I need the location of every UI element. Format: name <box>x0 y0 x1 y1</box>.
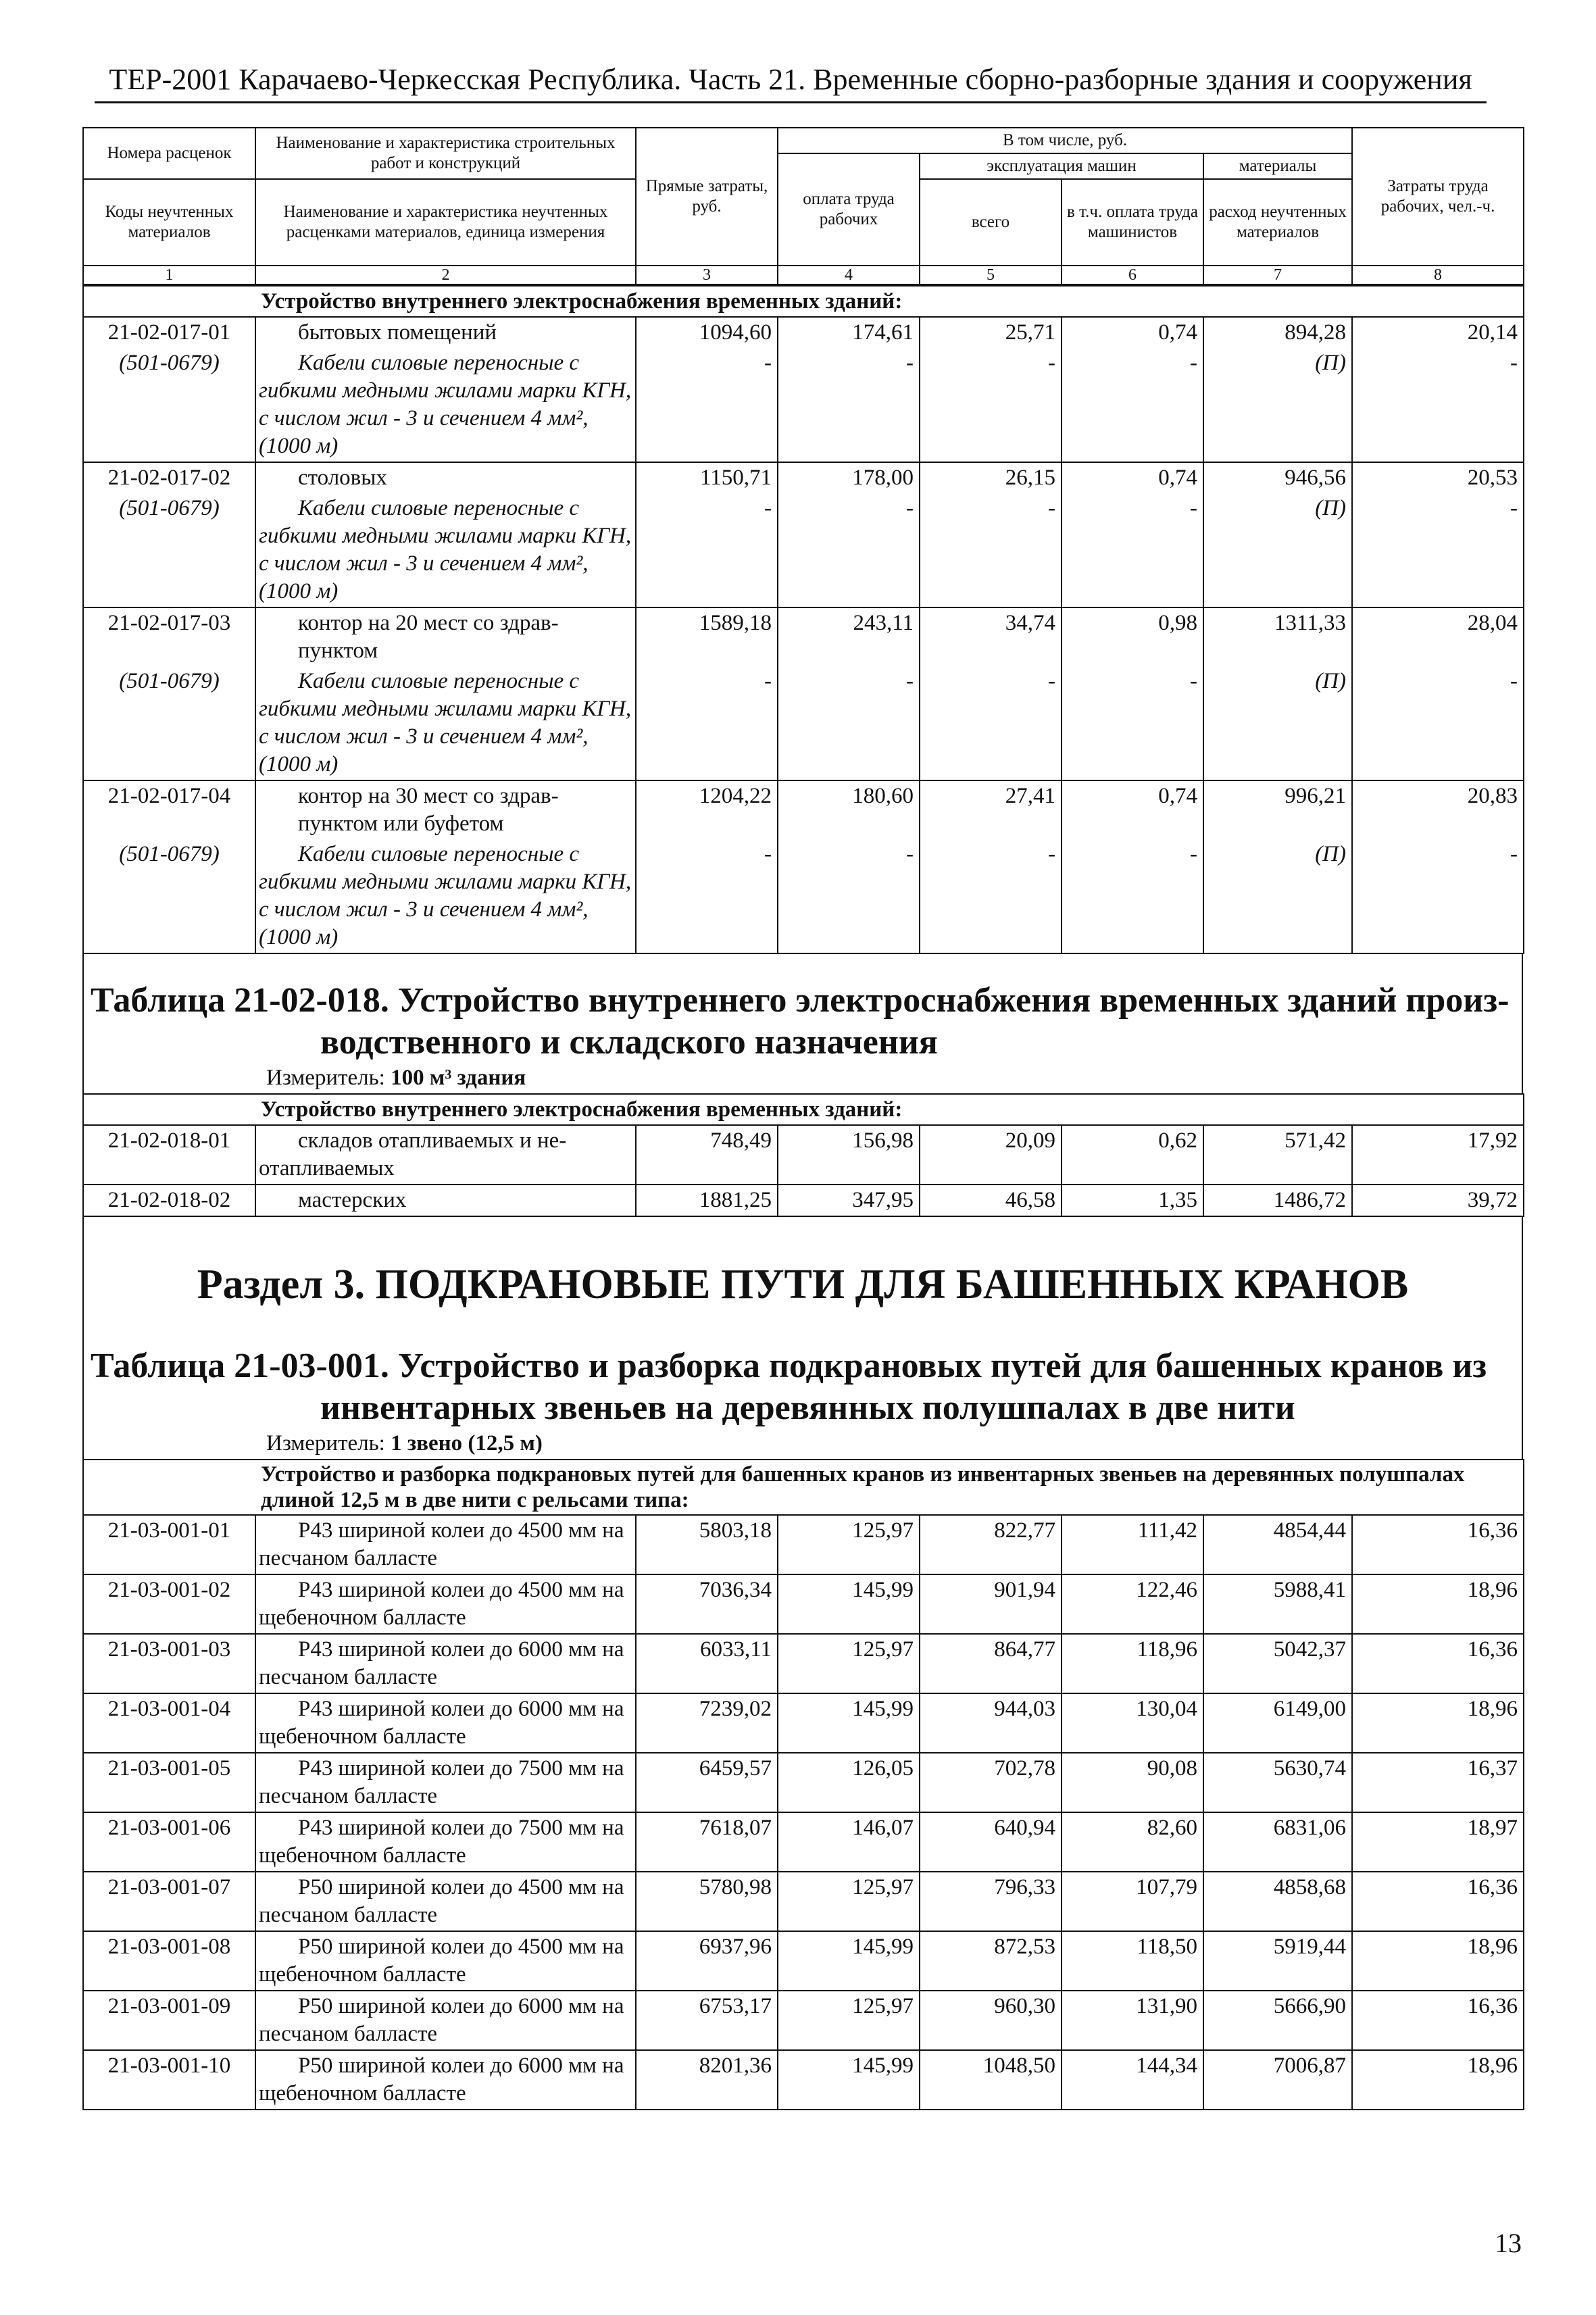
work-name: Р50 шириной колеи до 4500 мм на песчаном балласте <box>255 1872 636 1931</box>
material-name: Кабели силовые переносные с гибкими медными жилами марки КГН, с числом жил - 3 и сечением 4 мм², (1000 м) <box>255 348 636 462</box>
table-row <box>83 780 1524 839</box>
operator-value: 0,74 <box>1062 462 1203 493</box>
rate-code: 21-02-018-02 <box>83 1185 255 1216</box>
work-name: контор на 20 мест со здрав-пунктом <box>255 607 636 666</box>
operator-value: 82,60 <box>1062 1812 1203 1872</box>
material-code: (501-0679) <box>83 493 255 607</box>
labor-value: 156,98 <box>778 1125 920 1185</box>
hours-value: 17,92 <box>1352 1125 1524 1185</box>
table-21-03-001 <box>82 1459 1524 2110</box>
work-name: мастерских <box>255 1185 636 1216</box>
machines-value: 864,77 <box>920 1634 1062 1693</box>
header-codes-bottom: Коды неучтенных материалов <box>83 179 255 266</box>
rate-code: 21-03-001-02 <box>83 1574 255 1634</box>
hours-value: 16,37 <box>1352 1753 1524 1812</box>
hours-value: 39,72 <box>1352 1185 1524 1216</box>
dash: - <box>920 348 1062 462</box>
rate-code: 21-03-001-09 <box>83 1991 255 2050</box>
operator-value: 130,04 <box>1062 1693 1203 1753</box>
operator-value: 0,62 <box>1062 1125 1203 1185</box>
machines-value: 34,74 <box>920 607 1062 666</box>
hours-value: 18,96 <box>1352 1693 1524 1753</box>
header-machines-operator-pay: в т.ч. оплата труда машинистов <box>1062 179 1203 266</box>
table-21-02-018-title: Таблица 21-02-018. Устройство внутреннего электроснабжения временных зданий произ- водственного и складского назначения <box>82 980 1523 1064</box>
rate-code: 21-02-017-02 <box>83 462 255 493</box>
machines-value: 25,71 <box>920 317 1062 348</box>
operator-value: 118,96 <box>1062 1634 1203 1693</box>
material-code: (501-0679) <box>83 839 255 953</box>
machines-value: 822,77 <box>920 1515 1062 1574</box>
header-machines-total: всего <box>920 179 1062 266</box>
rate-code: 21-03-001-06 <box>83 1812 255 1872</box>
work-name: бытовых помещений <box>255 317 636 348</box>
table-row <box>83 607 1524 666</box>
operator-value: 0,74 <box>1062 780 1203 839</box>
materials-value: 946,56 <box>1203 462 1352 493</box>
direct-value: 5803,18 <box>636 1515 778 1574</box>
hours-value: 16,36 <box>1352 1872 1524 1931</box>
machines-value: 960,30 <box>920 1991 1062 2050</box>
header-labor-pay: оплата труда рабочих <box>778 153 920 266</box>
direct-value: 1881,25 <box>636 1185 778 1216</box>
dash: - <box>1062 348 1203 462</box>
dash: - <box>778 666 920 780</box>
table-row <box>83 1872 1524 1931</box>
hours-value: 20,14 <box>1352 317 1524 348</box>
rate-code: 21-03-001-05 <box>83 1753 255 1812</box>
material-mark: (П) <box>1203 348 1352 462</box>
table-row <box>83 1515 1524 1574</box>
labor-value: 347,95 <box>778 1185 920 1216</box>
dash: - <box>778 493 920 607</box>
material-code: (501-0679) <box>83 348 255 462</box>
dash: - <box>920 666 1062 780</box>
direct-value: 748,49 <box>636 1125 778 1185</box>
labor-value: 125,97 <box>778 1991 920 2050</box>
column-number: 7 <box>1203 266 1352 284</box>
document-body <box>82 127 1523 2110</box>
dash: - <box>778 839 920 953</box>
header-name-top: Наименование и характеристика строительных работ и конструкций <box>255 128 636 179</box>
table-row <box>83 1991 1524 2050</box>
table-row <box>83 1185 1524 1216</box>
work-name: Р43 шириной колеи до 7500 мм на щебеночном балласте <box>255 1812 636 1872</box>
rate-code: 21-02-017-01 <box>83 317 255 348</box>
operator-value: 0,98 <box>1062 607 1203 666</box>
materials-value: 5919,44 <box>1203 1931 1352 1991</box>
column-number: 2 <box>255 266 636 284</box>
column-number: 1 <box>83 266 255 284</box>
material-code: (501-0679) <box>83 666 255 780</box>
rate-code: 21-03-001-10 <box>83 2050 255 2110</box>
operator-value: 1,35 <box>1062 1185 1203 1216</box>
labor-value: 125,97 <box>778 1872 920 1931</box>
work-name: Р43 шириной колеи до 7500 мм на песчаном балласте <box>255 1753 636 1812</box>
direct-value: 7618,07 <box>636 1812 778 1872</box>
rate-code: 21-02-018-01 <box>83 1125 255 1185</box>
column-header-table <box>82 127 1524 285</box>
table-21-02-017 <box>82 285 1524 954</box>
table-row <box>83 1125 1524 1185</box>
materials-value: 1486,72 <box>1203 1185 1352 1216</box>
column-number: 8 <box>1352 266 1524 284</box>
operator-value: 122,46 <box>1062 1574 1203 1634</box>
dash: - <box>920 839 1062 953</box>
table-row <box>83 1812 1524 1872</box>
table-row <box>83 462 1524 493</box>
work-name: столовых <box>255 462 636 493</box>
labor-value: 125,97 <box>778 1515 920 1574</box>
material-name: Кабели силовые переносные с гибкими медными жилами марки КГН, с числом жил - 3 и сечением 4 мм², (1000 м) <box>255 839 636 953</box>
rate-code: 21-02-017-04 <box>83 780 255 839</box>
labor-value: 145,99 <box>778 1574 920 1634</box>
materials-value: 7006,87 <box>1203 2050 1352 2110</box>
section-3-heading: Раздел 3. ПОДКРАНОВЫЕ ПУТИ ДЛЯ БАШЕННЫХ КРАНОВ <box>82 1258 1523 1312</box>
machines-value: 944,03 <box>920 1693 1062 1753</box>
rate-code: 21-03-001-01 <box>83 1515 255 1574</box>
dash: - <box>1352 348 1524 462</box>
table-row <box>83 1574 1524 1634</box>
hours-value: 18,97 <box>1352 1812 1524 1872</box>
machines-value: 901,94 <box>920 1574 1062 1634</box>
operator-value: 144,34 <box>1062 2050 1203 2110</box>
column-number: 6 <box>1062 266 1203 284</box>
material-row <box>83 493 1524 607</box>
materials-value: 571,42 <box>1203 1125 1352 1185</box>
header-materials: материалы <box>1203 153 1352 179</box>
rate-code: 21-02-017-03 <box>83 607 255 666</box>
page-number: 13 <box>1495 2228 1522 2258</box>
rate-code: 21-03-001-08 <box>83 1931 255 1991</box>
hours-value: 16,36 <box>1352 1634 1524 1693</box>
header-incl: В том числе, руб. <box>778 128 1352 153</box>
table-21-02-018 <box>82 1093 1524 1217</box>
dash: - <box>636 348 778 462</box>
direct-value: 6753,17 <box>636 1991 778 2050</box>
hours-value: 20,83 <box>1352 780 1524 839</box>
table-row <box>83 1753 1524 1812</box>
operator-value: 90,08 <box>1062 1753 1203 1812</box>
machines-value: 640,94 <box>920 1812 1062 1872</box>
direct-value: 1589,18 <box>636 607 778 666</box>
machines-value: 872,53 <box>920 1931 1062 1991</box>
machines-value: 46,58 <box>920 1185 1062 1216</box>
header-rule <box>95 101 1487 103</box>
column-number: 5 <box>920 266 1062 284</box>
machines-value: 20,09 <box>920 1125 1062 1185</box>
materials-value: 6149,00 <box>1203 1693 1352 1753</box>
hours-value: 18,96 <box>1352 1574 1524 1634</box>
machines-value: 26,15 <box>920 462 1062 493</box>
table-body <box>83 1515 1524 2110</box>
labor-value: 125,97 <box>778 1634 920 1693</box>
materials-value: 6831,06 <box>1203 1812 1352 1872</box>
material-mark: (П) <box>1203 666 1352 780</box>
direct-value: 5780,98 <box>636 1872 778 1931</box>
labor-value: 146,07 <box>778 1812 920 1872</box>
dash: - <box>636 493 778 607</box>
machines-value: 1048,50 <box>920 2050 1062 2110</box>
direct-value: 6033,11 <box>636 1634 778 1693</box>
table-row <box>83 1931 1524 1991</box>
material-row <box>83 839 1524 953</box>
hours-value: 28,04 <box>1352 607 1524 666</box>
table-row <box>83 1634 1524 1693</box>
dash: - <box>636 839 778 953</box>
header-codes-top: Номера расценок <box>83 128 255 179</box>
material-mark: (П) <box>1203 493 1352 607</box>
hours-value: 18,96 <box>1352 1931 1524 1991</box>
materials-value: 5042,37 <box>1203 1634 1352 1693</box>
rate-code: 21-03-001-03 <box>83 1634 255 1693</box>
material-name: Кабели силовые переносные с гибкими медными жилами марки КГН, с числом жил - 3 и сечением 4 мм², (1000 м) <box>255 666 636 780</box>
labor-value: 145,99 <box>778 1931 920 1991</box>
dash: - <box>1062 839 1203 953</box>
material-mark: (П) <box>1203 839 1352 953</box>
work-name: Р43 шириной колеи до 6000 мм на песчаном балласте <box>255 1634 636 1693</box>
header-name-bottom: Наименование и характеристика неучтенных расценками материалов, единица измерения <box>255 179 636 266</box>
measurer: Измеритель: 100 м³ здания <box>82 1064 1523 1093</box>
work-name: Р50 шириной колеи до 4500 мм на щебеночном балласте <box>255 1931 636 1991</box>
direct-value: 6459,57 <box>636 1753 778 1812</box>
section-title: Устройство и разборка подкрановых путей для башенных кранов из инвентарных звеньев на деревянных полушпалах длиной 12,5 м в две нити с рельсами типа: <box>255 1460 1524 1515</box>
column-number: 4 <box>778 266 920 284</box>
materials-value: 894,28 <box>1203 317 1352 348</box>
table-row <box>83 1693 1524 1753</box>
materials-value: 1311,33 <box>1203 607 1352 666</box>
labor-value: 174,61 <box>778 317 920 348</box>
labor-value: 145,99 <box>778 2050 920 2110</box>
work-name: Р43 шириной колеи до 6000 мм на щебеночном балласте <box>255 1693 636 1753</box>
running-header: ТЕР-2001 Карачаево-Черкесская Республика. Часть 21. Временные сборно-разборные здания и сооружения <box>109 63 1472 96</box>
rate-code: 21-03-001-04 <box>83 1693 255 1753</box>
direct-value: 1204,22 <box>636 780 778 839</box>
direct-value: 7036,34 <box>636 1574 778 1634</box>
work-name: контор на 30 мест со здрав-пунктом или буфетом <box>255 780 636 839</box>
dash: - <box>1062 666 1203 780</box>
work-name: Р50 шириной колеи до 6000 мм на щебеночном балласте <box>255 2050 636 2110</box>
materials-value: 996,21 <box>1203 780 1352 839</box>
hours-value: 16,36 <box>1352 1991 1524 2050</box>
section-title: Устройство внутреннего электроснабжения временных зданий: <box>255 1094 1524 1125</box>
operator-value: 111,42 <box>1062 1515 1203 1574</box>
work-name: складов отапливаемых и не-отапливаемых <box>255 1125 636 1185</box>
work-name: Р50 шириной колеи до 6000 мм на песчаном балласте <box>255 1991 636 2050</box>
materials-value: 5630,74 <box>1203 1753 1352 1812</box>
material-name: Кабели силовые переносные с гибкими медными жилами марки КГН, с числом жил - 3 и сечением 4 мм², (1000 м) <box>255 493 636 607</box>
operator-value: 107,79 <box>1062 1872 1203 1931</box>
table-body <box>83 317 1524 953</box>
labor-value: 243,11 <box>778 607 920 666</box>
operator-value: 118,50 <box>1062 1931 1203 1991</box>
operator-value: 131,90 <box>1062 1991 1203 2050</box>
column-number: 3 <box>636 266 778 284</box>
dash: - <box>778 348 920 462</box>
table-row <box>83 317 1524 348</box>
dash: - <box>1352 839 1524 953</box>
labor-value: 180,60 <box>778 780 920 839</box>
material-row <box>83 348 1524 462</box>
machines-value: 796,33 <box>920 1872 1062 1931</box>
direct-value: 1150,71 <box>636 462 778 493</box>
labor-value: 126,05 <box>778 1753 920 1812</box>
table-21-03-001-title: Таблица 21-03-001. Устройство и разборка подкрановых путей для башенных кранов из инвентарных звеньев на деревянных полушпалах в две нити <box>82 1345 1523 1429</box>
direct-value: 6937,96 <box>636 1931 778 1991</box>
operator-value: 0,74 <box>1062 317 1203 348</box>
dash: - <box>1062 493 1203 607</box>
direct-value: 1094,60 <box>636 317 778 348</box>
dash: - <box>920 493 1062 607</box>
measurer: Измеритель: 1 звено (12,5 м) <box>82 1429 1523 1459</box>
materials-value: 4858,68 <box>1203 1872 1352 1931</box>
table-row <box>83 2050 1524 2110</box>
hours-value: 18,96 <box>1352 2050 1524 2110</box>
header-labor-hours: Затраты труда рабочих, чел.-ч. <box>1352 128 1524 266</box>
dash: - <box>636 666 778 780</box>
direct-value: 8201,36 <box>636 2050 778 2110</box>
section-title: Устройство внутреннего электроснабжения временных зданий: <box>255 286 1524 317</box>
dash: - <box>1352 666 1524 780</box>
machines-value: 27,41 <box>920 780 1062 839</box>
work-name: Р43 шириной колеи до 4500 мм на песчаном балласте <box>255 1515 636 1574</box>
labor-value: 178,00 <box>778 462 920 493</box>
dash: - <box>1352 493 1524 607</box>
direct-value: 7239,02 <box>636 1693 778 1753</box>
material-row <box>83 666 1524 780</box>
hours-value: 20,53 <box>1352 462 1524 493</box>
header-materials-consumption: расход неучтенных материалов <box>1203 179 1352 266</box>
header-direct-costs: Прямые затраты, руб. <box>636 128 778 266</box>
machines-value: 702,78 <box>920 1753 1062 1812</box>
materials-value: 4854,44 <box>1203 1515 1352 1574</box>
table-body <box>83 1125 1524 1216</box>
materials-value: 5988,41 <box>1203 1574 1352 1634</box>
work-name: Р43 шириной колеи до 4500 мм на щебеночном балласте <box>255 1574 636 1634</box>
header-machines: эксплуатация машин <box>920 153 1203 179</box>
rate-code: 21-03-001-07 <box>83 1872 255 1931</box>
materials-value: 5666,90 <box>1203 1991 1352 2050</box>
labor-value: 145,99 <box>778 1693 920 1753</box>
hours-value: 16,36 <box>1352 1515 1524 1574</box>
